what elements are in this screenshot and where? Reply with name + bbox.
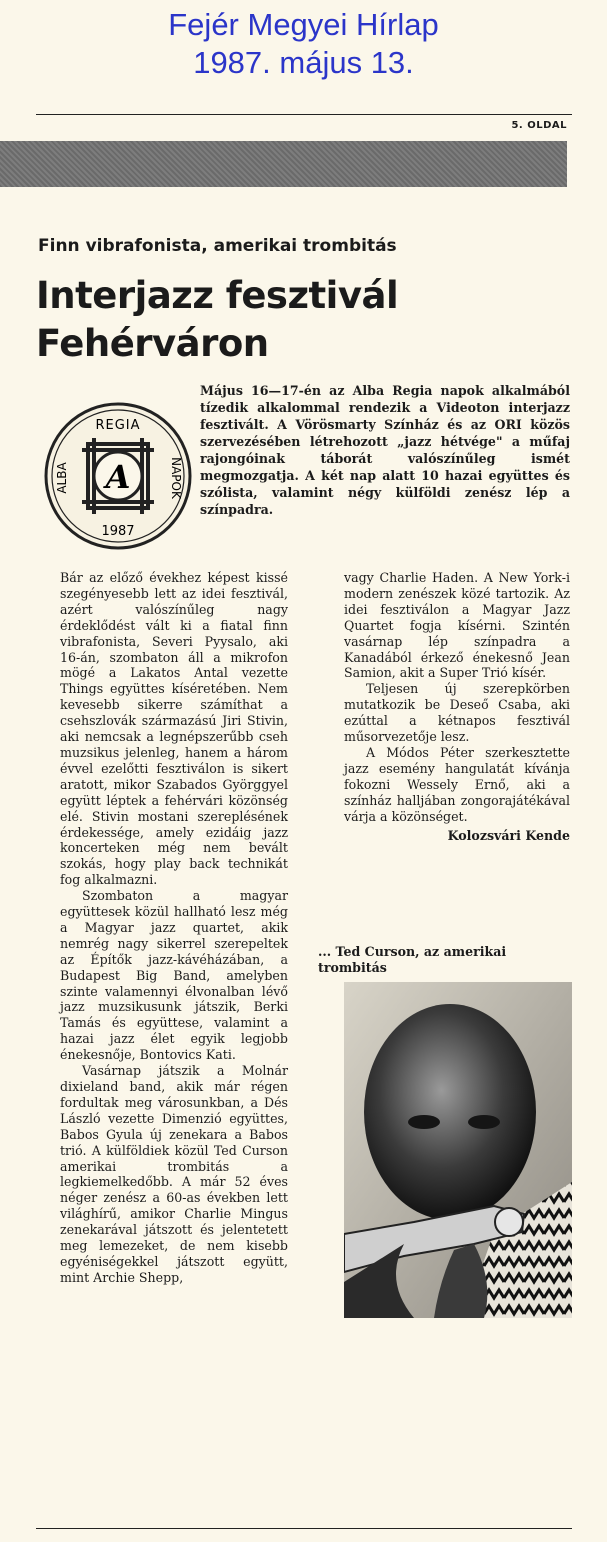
article-kicker: Finn vibrafonista, amerikai trombitás <box>38 236 397 256</box>
article-column-2 <box>344 570 570 843</box>
publication-date: 1987. május 13. <box>193 45 414 80</box>
col1-paragraph-1: Bár az előző évekhez képest kissé szegényesebb lett az idei fesztivál, azért valószínűleg nagy érdeklődést vált ki a fiatal finn vibrafonista, Severi Pyysalo, aki 16-án, szombaton áll a mikrofon mögé a Lakatos Antal vezette Things együttes kíséretében. Nem kevesebb sikerre számíthat a csehszlovák származású Jiri Stivin, aki nemcsak a legnépszerűbb cseh muzsikus jelenleg, hanem a három évvel ezelőtti fesztiválon is sikert aratott, mikor Szabados Györggyel együtt léptek a fehérvári közönség elé. Stivin mostani szereplésének érdekessége, amely ezidáig jazz koncerteken még nem bevált szokás, hogy play back technikát fog alkalmazni. <box>60 570 288 888</box>
newspaper-masthead-note <box>0 6 607 82</box>
col1-paragraph-2: Szombaton a magyar együttesek közül hallható lesz még a Magyar jazz quartet, akik nemrég nagy sikerrel szerepeltek az Építők jazz-kávéházában, a Budapest Big Band, amelyben szinte valamennyi élvonalban lévő jazz muzsikusunk játszik, Berki Tamás és együttese, valamint a hazai jazz élet egyik legjobb énekesnője, Bontovics Kati. <box>60 888 288 1063</box>
logo-right-text: NAPOK <box>169 457 183 499</box>
logo-top-text: REGIA <box>95 418 141 433</box>
page-banner <box>0 141 567 187</box>
article-author: Kolozsvári Kende <box>447 827 570 843</box>
title-line-2: Fehérváron <box>36 322 269 365</box>
title-line-1: Interjazz fesztivál <box>36 274 399 317</box>
bottom-divider <box>36 1528 572 1529</box>
logo-year: 1987 <box>101 524 135 539</box>
col2-paragraph-2: Teljesen új szerepkörben mutatkozik be Deseő Csaba, aki ezúttal a kétnapos fesztivál műsorvezetője lesz. <box>344 681 570 745</box>
newspaper-name: Fejér Megyei Hírlap <box>168 7 439 42</box>
logo-left-text: ALBA <box>55 462 69 494</box>
photo-caption: ... Ted Curson, az amerikai trombitás <box>318 944 507 975</box>
col2-paragraph-3: A Módos Péter szerkesztette jazz esemény hangulatát kívánja fokozni Wessely Ernő, aki a színház halljában zongorajátékával várja a közönséget. <box>344 744 570 824</box>
page-label: 5. OLDAL <box>511 120 567 131</box>
col2-paragraph-1: vagy Charlie Haden. A New York-i modern zenészek közé tartozik. Az idei fesztiválon a Magyar Jazz Quartet fogja kísérni. Szintén vasárnap lép színpadra a Kanadából érkező énekesnő Jean Samion, akit a Super Trió kísér. <box>344 570 570 681</box>
alba-regia-logo <box>36 396 200 556</box>
article-lead: Május 16—17-én az Alba Regia napok alkalmából tízedik alkalommal rendezik a Videoton interjazz fesztivált. A Vörösmarty Színház és az ORI közös szervezésében létrehozott „jazz hétvége" a műfaj rajongóinak táborát valószínűleg ismét megmozgatja. A két nap alatt 10 hazai együttes és szólista, valamint négy külföldi zenész lép a színpadra. <box>200 383 570 517</box>
logo-monogram: A <box>105 458 131 496</box>
top-divider <box>36 114 572 115</box>
trumpeter-photo <box>344 982 572 1318</box>
article-column-1 <box>60 570 288 1286</box>
col1-paragraph-3: Vasárnap játszik a Molnár dixieland band, akik már régen fordultak meg városunkban, a Dés László vezette Dimenzió együttes, Babos Gyula új zenekara a Babos trió. A külföldiek közül Ted Curson amerikai trombitás a legkiemelkedőbb. A már 52 éves néger zenész a 60-as években lett világhírű, amikor Charlie Mingus zenekarával játszott és jelentetett meg lemezeket, de nem kisebb egyéniségekkel játszott együtt, mint Archie Shepp, <box>60 1063 288 1285</box>
article-title <box>36 272 398 368</box>
